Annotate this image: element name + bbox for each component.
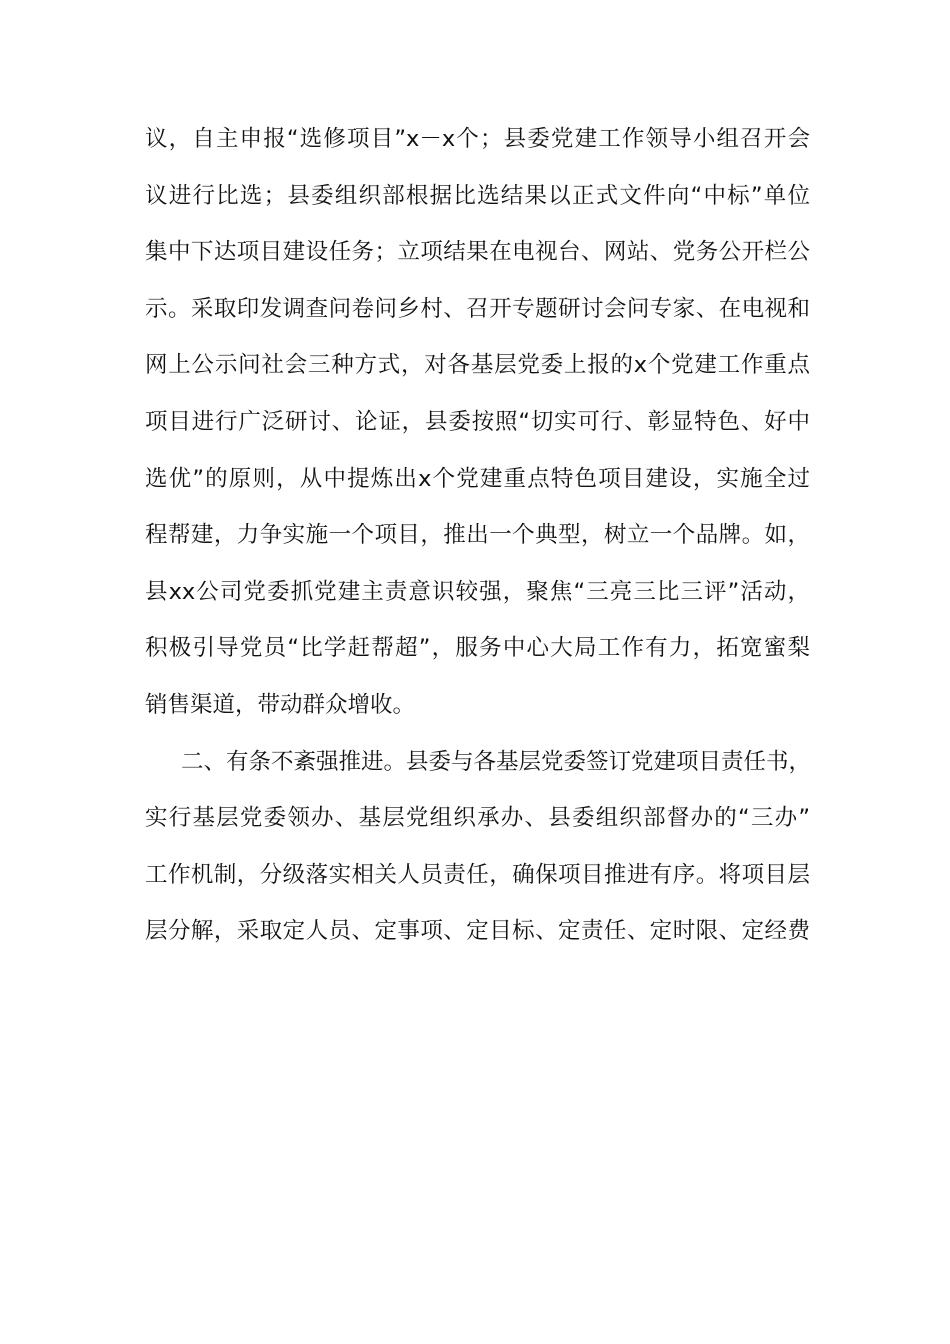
section-heading-line: 二、有条不紊强推进。县委与各基层党委签订党建项目责任书， bbox=[181, 748, 812, 775]
text-line: 议，自主申报“选修项目”x－x个；县委党建工作领导小组召开会 bbox=[145, 126, 810, 152]
text-line: 层分解，采取定人员、定事项、定目标、定责任、定时限、定经费 bbox=[145, 918, 810, 945]
text-line: 积极引导党员“比学赶帮超”，服务中心大局工作有力，拓宽蜜梨 bbox=[145, 635, 810, 662]
text-line: 网上公示问社会三种方式，对各基层党委上报的x个党建工作重点 bbox=[145, 352, 810, 379]
text-line: 工作机制，分级落实相关人员责任，确保项目推进有序。将项目层 bbox=[145, 861, 810, 888]
text-line: 项目进行广泛研讨、论证，县委按照“切实可行、彰显特色、好中 bbox=[145, 408, 810, 435]
text-line: 集中下达项目建设任务；立项结果在电视台、网站、党务公开栏公 bbox=[145, 239, 810, 266]
text-line: 实行基层党委领办、基层党组织承办、县委组织部督办的“三办” bbox=[145, 805, 810, 832]
text-line: 程帮建，力争实施一个项目，推出一个典型，树立一个品牌。如， bbox=[145, 522, 810, 549]
text-line: 示。采取印发调查问卷问乡村、召开专题研讨会问专家、在电视和 bbox=[145, 295, 810, 322]
text-line: 县xx公司党委抓党建主责意识较强，聚焦“三亮三比三评”活动， bbox=[145, 578, 810, 605]
paragraph-end-line: 销售渠道，带动群众增收。 bbox=[145, 691, 416, 718]
text-line: 议进行比选；县委组织部根据比选结果以正式文件向“中标”单位 bbox=[145, 182, 810, 209]
text-line: 选优”的原则，从中提炼出x个党建重点特色项目建设，实施全过 bbox=[145, 465, 810, 492]
body-text bbox=[145, 115, 810, 964]
